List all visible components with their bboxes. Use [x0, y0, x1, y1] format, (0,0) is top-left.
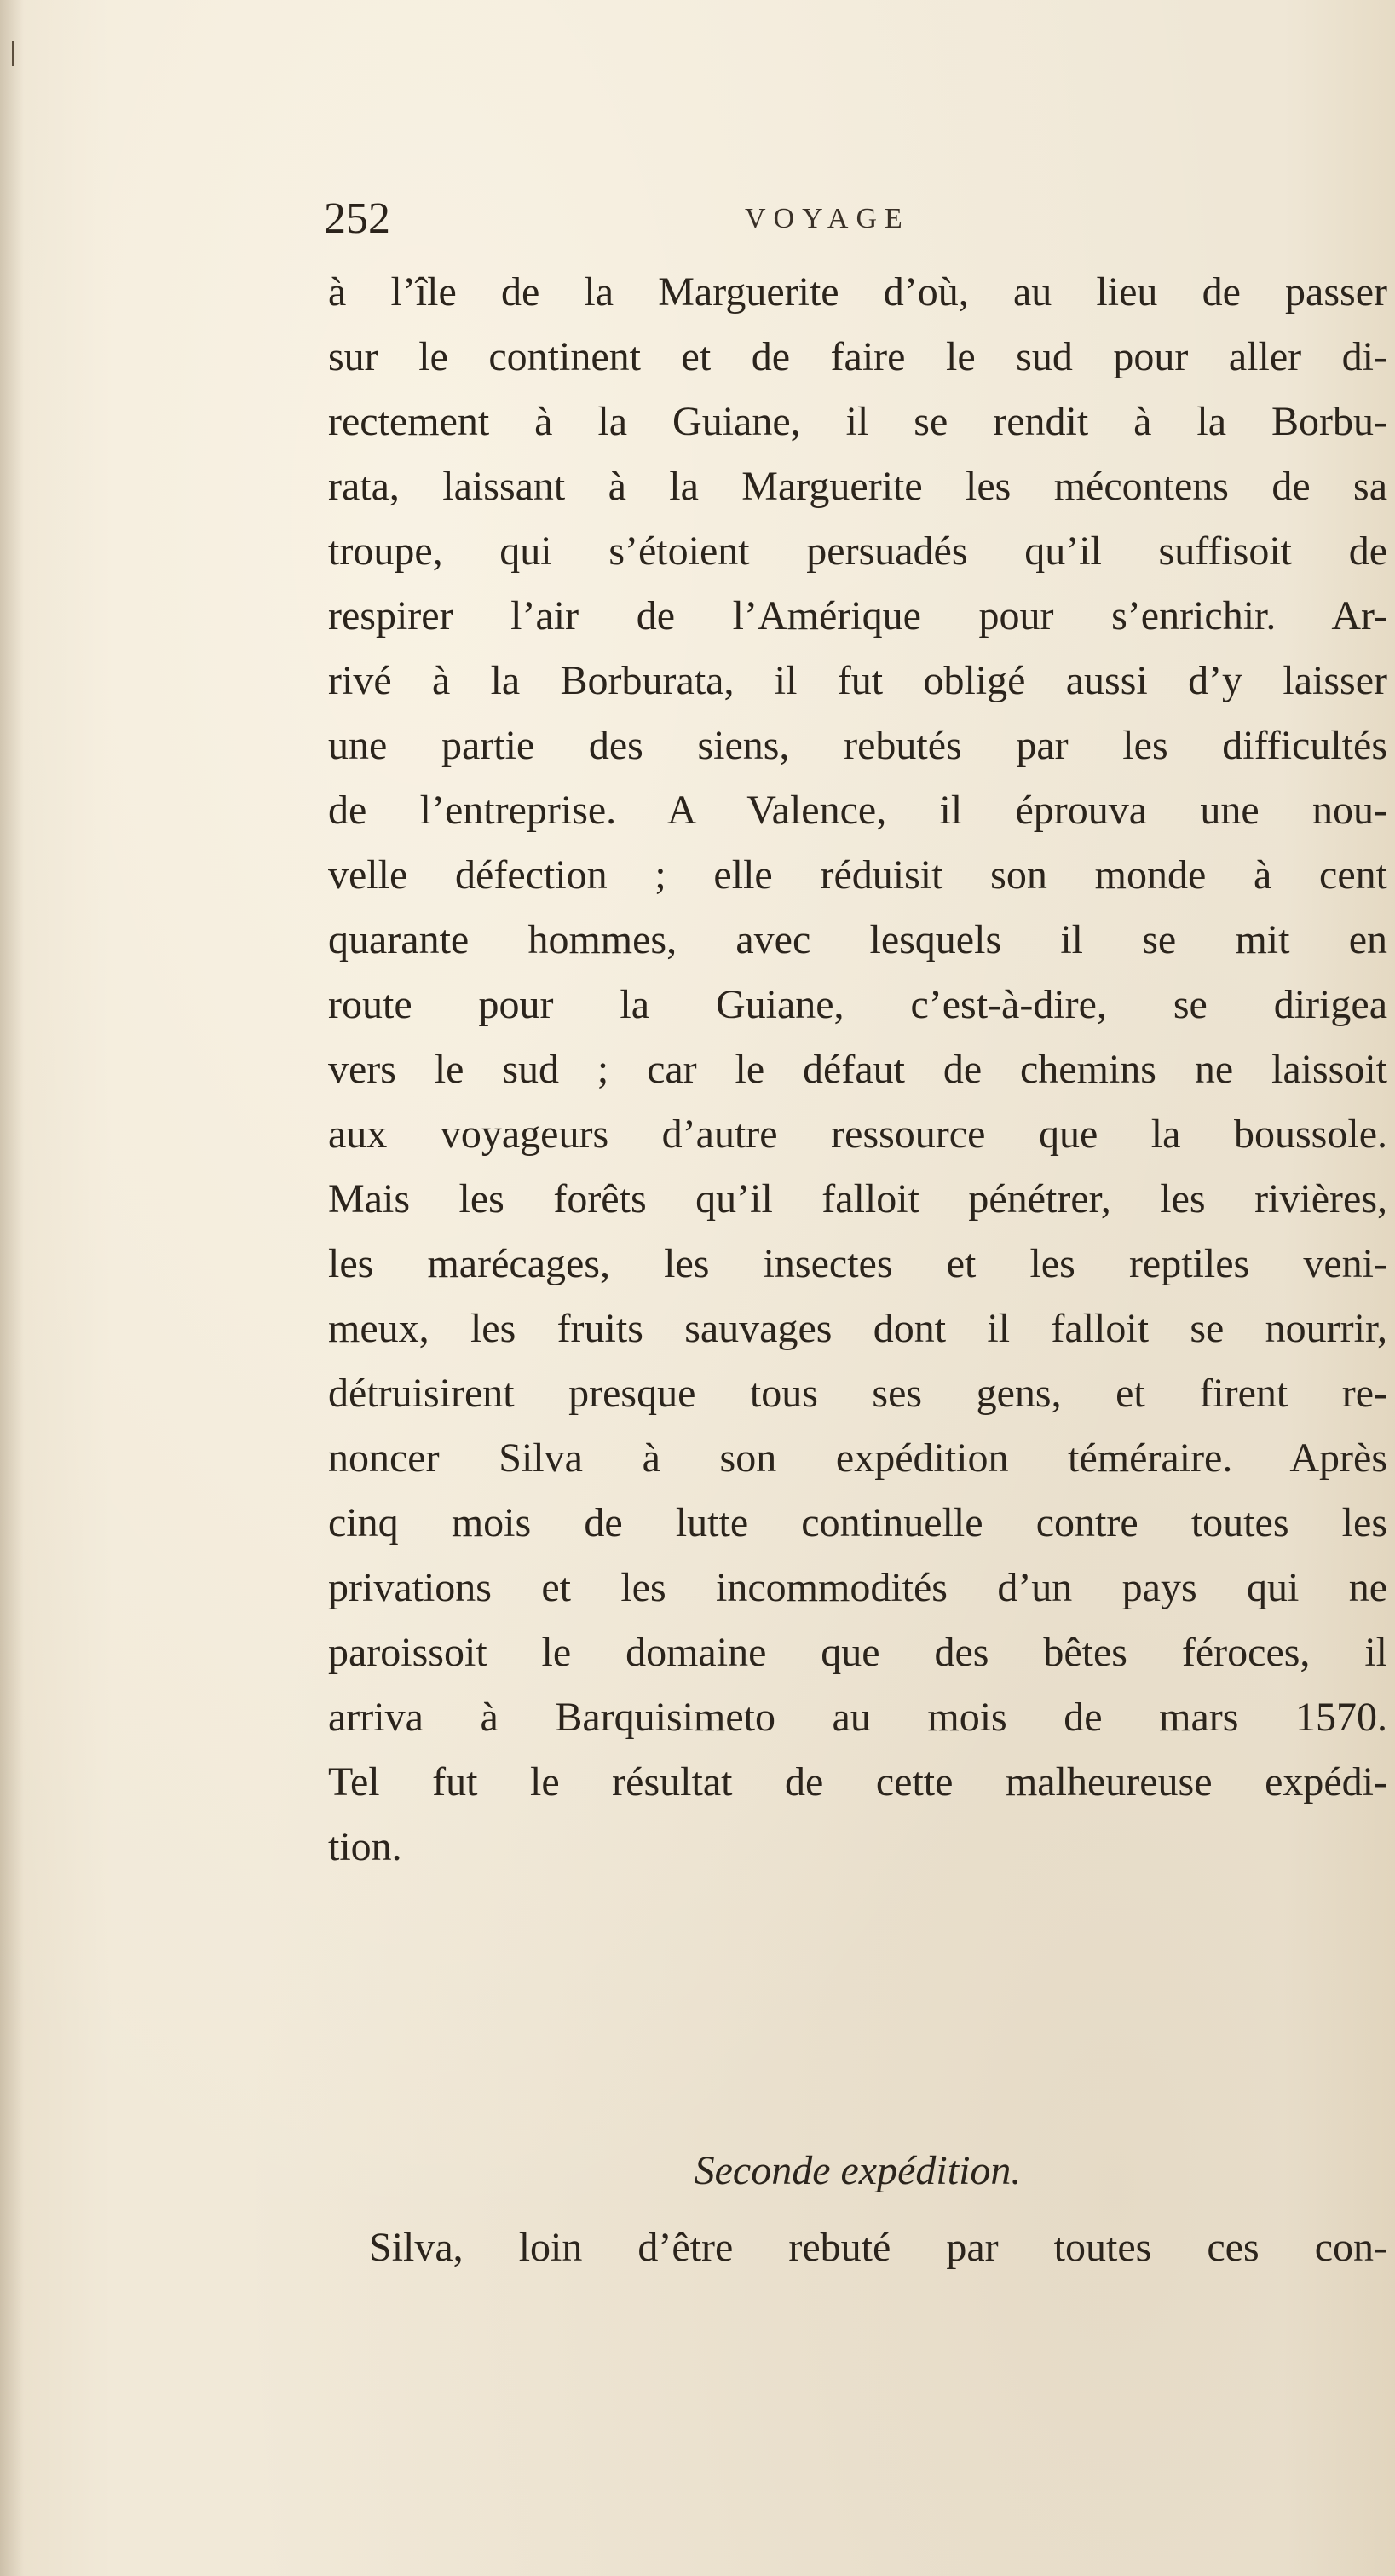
page-number: 252 [324, 194, 390, 243]
text-line: les marécages, les insectes et les reptiles veni- [328, 1241, 1387, 1286]
text-line: Mais les forêts qu’il falloit pénétrer, les rivières, [328, 1176, 1387, 1222]
text-line: vers le sud ; car le défaut de chemins ne laissoit [328, 1047, 1387, 1092]
running-head [324, 189, 1374, 249]
text-line: respirer l’air de l’Amérique pour s’enrichir. Ar- [328, 593, 1387, 638]
text-line: privations et les incommodités d’un pays qui ne [328, 1565, 1387, 1610]
text-line: troupe, qui s’étoient persuadés qu’il suffisoit de [328, 528, 1387, 574]
text-line: Tel fut le résultat de cette malheureuse expédi- [328, 1759, 1387, 1805]
section-heading: Seconde expédition. [694, 2148, 1022, 2193]
text-line: velle défection ; elle réduisit son monde à cent [328, 852, 1387, 898]
text-line: rata, laissant à la Marguerite les mécontens de sa [328, 464, 1387, 509]
running-title: VOYAGE [745, 203, 910, 234]
text-line: quarante hommes, avec lesquels il se mit en [328, 917, 1387, 962]
text-line: meux, les fruits sauvages dont il falloit se nourrir, [328, 1306, 1387, 1351]
text-line: aux voyageurs d’autre ressource que la boussole. [328, 1112, 1387, 1157]
body-text [328, 260, 1387, 2270]
text-line: de l’entreprise. A Valence, il éprouva une nou- [328, 788, 1387, 833]
text-line: rectement à la Guiane, il se rendit à la Borbu- [328, 399, 1387, 444]
text-line: cinq mois de lutte continuelle contre toutes les [328, 1500, 1387, 1545]
text-line: rivé à la Borburata, il fut obligé aussi d’y laisser [328, 658, 1387, 703]
text-line: sur le continent et de faire le sud pour aller di- [328, 334, 1387, 379]
text-line: arriva à Barquisimeto au mois de mars 1570. [328, 1695, 1387, 1740]
margin-mark [12, 41, 14, 66]
text-line: paroissoit le domaine que des bêtes féroces, il [328, 1630, 1387, 1675]
text-line: une partie des siens, rebutés par les difficultés [328, 723, 1387, 768]
text-line: à l’île de la Marguerite d’où, au lieu de passer [328, 269, 1387, 315]
text-line: route pour la Guiane, c’est-à-dire, se dirigea [328, 982, 1387, 1027]
text-line: détruisirent presque tous ses gens, et firent re- [328, 1371, 1387, 1416]
text-line: noncer Silva à son expédition téméraire. Après [328, 1435, 1387, 1481]
text-line: tion. [328, 1824, 402, 1869]
next-paragraph-line: Silva, loin d’être rebuté par toutes ces con- [369, 2225, 1387, 2270]
